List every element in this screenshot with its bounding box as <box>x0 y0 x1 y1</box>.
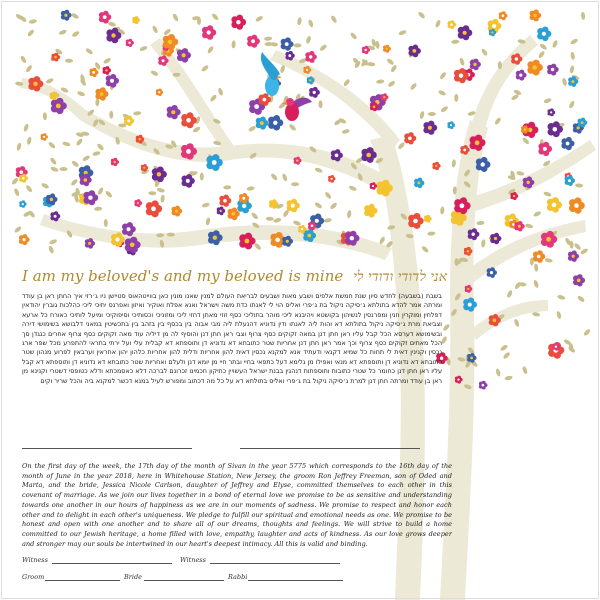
leaf-shape <box>438 89 447 96</box>
flower-icon <box>152 167 167 183</box>
leaf-shape <box>397 142 405 151</box>
headline-hebrew: אני לדודי ודודי לי <box>353 269 447 285</box>
leaf-shape <box>25 64 33 73</box>
flower-icon <box>202 25 216 39</box>
leaf-shape <box>318 100 322 108</box>
leaf-shape <box>58 29 67 36</box>
leaf-shape <box>211 13 219 22</box>
flower-icon <box>172 206 183 217</box>
flower-icon <box>432 162 440 171</box>
leaf-shape <box>82 155 91 163</box>
flower-icon <box>448 20 457 29</box>
leaf-shape <box>246 186 255 191</box>
leaf-shape <box>160 195 165 203</box>
leaf-shape <box>205 217 211 226</box>
flower-icon <box>19 174 28 183</box>
leaf-shape <box>108 21 117 27</box>
leaf-shape <box>209 94 217 103</box>
flower-icon <box>177 48 191 62</box>
flower-icon <box>132 16 140 24</box>
flower-icon <box>538 142 552 156</box>
leaf-shape <box>504 375 513 381</box>
leaf-shape <box>201 202 210 208</box>
rabbi-line <box>248 580 343 581</box>
leaf-shape <box>544 258 553 264</box>
bride-line <box>144 580 224 581</box>
hebrew-signature-line-left <box>22 448 192 449</box>
leaf-shape <box>533 210 542 217</box>
leaf-shape <box>556 311 562 320</box>
leaf-shape <box>533 280 539 289</box>
leaf-shape <box>557 294 566 300</box>
leaf-shape <box>23 123 30 132</box>
flower-icon <box>103 66 112 75</box>
leaf-shape <box>48 141 57 149</box>
leaf-shape <box>386 58 395 66</box>
flower-icon <box>547 64 559 76</box>
flower-icon <box>231 15 246 30</box>
leaf-shape <box>552 40 559 49</box>
leaf-shape <box>273 217 282 223</box>
leaf-shape <box>323 218 332 224</box>
flower-icon <box>146 200 162 217</box>
leaf-shape <box>451 39 459 44</box>
flower-icon <box>514 221 524 232</box>
leaf-shape <box>417 11 426 19</box>
leaf-shape <box>324 191 332 200</box>
flower-icon <box>305 51 317 63</box>
leaf-shape <box>71 160 80 168</box>
leaf-shape <box>255 15 264 22</box>
leaf-shape <box>387 80 396 88</box>
flower-icon <box>89 68 98 77</box>
leaf-shape <box>439 71 447 80</box>
flower-icon <box>476 157 491 172</box>
leaf-shape <box>434 19 441 28</box>
leaf-shape <box>398 29 407 36</box>
witness-1-line <box>52 563 172 564</box>
leaf-shape <box>455 258 459 266</box>
leaf-shape <box>41 182 50 189</box>
leaf-shape <box>97 187 104 196</box>
english-text-block: On the first day of the week, the 17th day of the month of Sivan in the year 5775 which corresponds to the 16th day of the month of June in the year 2018, here in Whitehouse Station, New Jersey, the groom Ron Jeffrey Freeman, son of Oded and Marta, and the bride, Jessica Nicole Carlson, daughter of Jeffrey and Elyse, committed themselves to each other in this covenant of marriage. As we join our lives together in a bond of eternal love we promise to be as sensitive and understanding towards one another in our hours of happiness as we are in our moments of sadness. We promise to respect and honor each other and to delight in each other's uniqueness. We pledge to fulfill our spiritual and emotional needs as one. We promise to be honest and open with one another and to share all of our dreams, thoughts and feelings. We will strive to build a home committed to our Jewish heritage, a home filled with love, empathy, laughter and acts of kindness. As our love grows deeper and stronger may our souls be intertwined in our heart's deepest intimacy. All this is valid and binding. <box>22 462 452 548</box>
leaf-shape <box>498 61 502 69</box>
witness-1-label: Witness <box>22 556 48 564</box>
leaf-shape <box>49 157 57 166</box>
leaf-shape <box>348 185 357 192</box>
flower-icon <box>181 112 197 128</box>
leaf-shape <box>343 78 351 87</box>
leaf-shape <box>20 55 28 64</box>
flower-icon <box>328 175 335 183</box>
flower-icon <box>569 197 585 213</box>
leaf-shape <box>481 48 489 57</box>
leaf-shape <box>92 151 101 157</box>
leaf-shape <box>516 171 525 177</box>
flower-icon <box>458 25 473 40</box>
leaf-shape <box>14 225 23 233</box>
leaf-shape <box>231 40 236 48</box>
leaf-shape <box>568 100 575 109</box>
flower-icon <box>84 190 99 205</box>
flower-icon <box>19 200 26 207</box>
leaf-shape <box>223 185 231 189</box>
leaf-shape <box>329 202 338 210</box>
groom-label: Groom <box>22 573 45 581</box>
flower-icon <box>479 381 488 390</box>
leaf-shape <box>139 45 148 52</box>
leaf-shape <box>347 210 352 219</box>
leaf-shape <box>506 290 513 299</box>
leaf-shape <box>502 351 511 359</box>
leaf-shape <box>266 217 274 221</box>
flower-icon <box>487 267 497 278</box>
leaf-shape <box>29 19 38 24</box>
leaf-shape <box>11 177 19 186</box>
leaf-shape <box>442 323 450 332</box>
leaf-shape <box>543 191 552 197</box>
leaf-shape <box>105 190 113 198</box>
flower-icon <box>527 60 543 76</box>
leaf-shape <box>580 248 589 256</box>
flower-icon <box>219 195 231 207</box>
leaf-shape <box>207 45 215 54</box>
leaf-shape <box>60 167 68 171</box>
flower-icon <box>99 11 112 24</box>
leaf-shape <box>537 50 545 59</box>
leaf-shape <box>314 167 323 174</box>
flower-icon <box>424 215 432 223</box>
leaf-shape <box>543 97 552 104</box>
leaf-shape <box>409 82 417 91</box>
leaf-shape <box>75 138 83 147</box>
leaf-shape <box>95 98 99 106</box>
leaf-shape <box>27 29 35 38</box>
leaf-shape <box>341 129 350 135</box>
groom-line <box>45 580 120 581</box>
flower-icon <box>463 298 477 312</box>
witness-2-label: Witness <box>180 556 206 564</box>
leaf-shape <box>390 64 398 73</box>
flower-icon <box>364 204 377 218</box>
leaf-shape <box>103 57 112 65</box>
flower-icon <box>499 11 508 20</box>
flower-icon <box>182 174 195 188</box>
leaf-shape <box>375 41 380 50</box>
leaf-shape <box>476 221 484 226</box>
flower-icon <box>61 10 72 21</box>
flower-icon <box>537 27 551 42</box>
leaf-shape <box>270 173 278 182</box>
flower-icon <box>95 87 108 100</box>
leaf-shape <box>421 245 430 253</box>
leaf-shape <box>562 78 568 87</box>
flower-icon <box>423 121 437 135</box>
flower-icon <box>163 34 179 50</box>
flower-icon <box>281 37 294 50</box>
leaf-shape <box>454 94 458 102</box>
leaf-shape <box>62 141 71 147</box>
hebrew-signature-line-right <box>240 448 420 449</box>
flower-icon <box>383 45 391 53</box>
leaf-shape <box>583 328 591 336</box>
leaf-shape <box>569 65 575 74</box>
leaf-shape <box>45 77 54 84</box>
leaf-shape <box>50 166 59 173</box>
flower-icon <box>111 158 119 166</box>
hebrew-text-block: בשבת (בשבעה) לחדש סיון שנת חמשת אלפים ושבע מאות ושבעים לבריאת העולם למנין שאנו מונין כאן בווייטהאוס סטיישן ניו ג׳רזי איך החתן ראן בן עודד ומרתה אמר להדא בתולתא ג׳סיקה ניקול בת ג׳פרי ואליס הוי לי לאנתו כדת משה וישראל ואנא אפלח ואוקיר ואיזון ואפרנס יתיכי ליכי כהלכות גוברין יהודאין דפלחין ומוקרין וזנין ומפרנסין לנשיהון בקושטא ויהיבנא ליכי מוהר בתוליכי כסף זוזי מאתן דחזי ליכי ומזוניכי וכסותיכי וסיפוקיכי ומיעל לותיכי כאורח כל ארעא וצביאת מרת ג׳סיקה ניקול בתולתא דא והות ליה לאנתו ודין נדוניא דהנעלת ליה מבי אבוה בין בכסף בין בזהב בין בתכשיטין במאני דלבושא בשימושי דירה ובשימושא דערסא הכל קבל עליו ראן חתן דנן במאה זקוקים כסף צרוף וצבי ראן חתן דנן והוסיף לה מן דיליה עוד מאה זקוקים כסף צרוף אחרים כנגדן סך הכל מאתים זקוקים כסף צרוף וכך אמר ראן חתן דנן אחריות שטר כתובתא דא נדוניא דן ותוספתא דא קבלית עלי ועל ירתי בתראי להתפרע מכל שפר ארג נכסין וקנינין דאית לי תחות כל שמיא דקנאי ודעתיד אנא למקנא נכסין דאית להון אחריות ודלית להון אחריות כלהון יהון אחראין וערבאין לפרוע מנהון שטר כתובתא דא נדוניא דן ותוספתא דא מנאי ואפילו מן גלימא דעל כתפאי בחיי ובתר חיי מן יומא דנן ולעלם ואחריות שטר כתובתא דא נדוניא דן ותוספתא דא קבל עליו ראן חתן דנן כחומר כל שטרי כתובות ותוספתות דנהגין בבנת ישראל העשויין כתיקון חכמינו זכרונם לברכה דלא כאסמכתא ודלא כטופסי דשטרי וקנינא מן ראן בן עודד ומרתה חתן דנן למרת ג׳סיקה ניקול בת ג׳פרי ואליס בתולתא דא על כל מה דכתוב ומפורש לעיל במנא דכשר למקנא ביה והכל שריר וקים <box>22 292 442 385</box>
leaf-shape <box>49 238 58 245</box>
flower-icon <box>573 274 585 286</box>
leaf-shape <box>573 242 581 250</box>
leaf-shape <box>293 220 302 227</box>
leaf-shape <box>451 159 456 167</box>
leaf-shape <box>459 57 466 66</box>
leaf-shape <box>253 242 261 251</box>
flower-icon <box>561 137 574 150</box>
leaf-shape <box>200 172 204 180</box>
leaf-shape <box>570 38 579 46</box>
leaf-shape <box>308 19 314 28</box>
leaf-shape <box>71 30 80 38</box>
leaf-shape <box>152 25 159 34</box>
leaf-shape <box>248 125 257 133</box>
leaf-shape <box>481 239 486 247</box>
leaf-shape <box>440 105 449 113</box>
leaf-shape <box>522 366 529 375</box>
leaf-shape <box>192 126 201 134</box>
leaf-shape <box>65 59 73 63</box>
leaf-shape <box>217 87 223 96</box>
flower-icon <box>467 353 477 363</box>
flower-icon <box>404 132 416 144</box>
leaf-shape <box>197 17 201 25</box>
flower-icon <box>530 9 542 21</box>
leaf-shape <box>500 344 509 352</box>
flower-icon <box>268 115 283 131</box>
flower-icon <box>126 39 134 47</box>
leaf-shape <box>581 12 586 20</box>
flower-icon <box>124 116 134 127</box>
leaf-shape <box>577 295 586 303</box>
leaf-shape <box>349 32 357 41</box>
flower-icon <box>408 213 424 229</box>
leaf-shape <box>534 263 539 271</box>
flower-icon <box>167 105 181 119</box>
flower-icon <box>309 87 320 98</box>
flower-icon <box>470 59 481 71</box>
flower-icon <box>46 193 58 205</box>
leaf-shape <box>109 111 113 119</box>
leaf-shape <box>150 70 159 77</box>
leaf-shape <box>70 178 79 186</box>
leaf-shape <box>16 142 22 151</box>
leaf-shape <box>440 206 445 214</box>
bride-label: Bride <box>124 573 142 581</box>
leaf-shape <box>13 188 20 197</box>
leaf-shape <box>148 191 156 195</box>
leaf-shape <box>419 111 425 120</box>
leaf-shape <box>570 52 575 61</box>
leaf-shape <box>330 15 338 24</box>
flower-icon <box>52 53 61 62</box>
leaf-shape <box>513 318 520 327</box>
flower-icon <box>156 89 163 97</box>
leaf-shape <box>264 36 272 41</box>
rabbi-label: Rabbi <box>228 573 248 581</box>
flower-icon <box>490 233 501 245</box>
flower-icon <box>287 199 300 213</box>
leaf-shape <box>85 47 94 55</box>
leaf-shape <box>281 173 288 182</box>
leaf-shape <box>71 12 80 20</box>
flower-icon <box>41 133 48 141</box>
leaf-shape <box>376 79 384 84</box>
flower-icon <box>134 199 142 207</box>
leaf-shape <box>314 201 323 209</box>
flower-icon <box>533 250 545 263</box>
leaf-shape <box>26 136 32 145</box>
leaf-shape <box>297 17 302 26</box>
flower-icon <box>565 175 575 186</box>
flower-icon <box>217 207 226 216</box>
leaf-shape <box>428 112 436 116</box>
leaf-shape <box>291 182 299 186</box>
leaf-shape <box>495 368 501 377</box>
leaf-shape <box>250 212 258 220</box>
leaf-shape <box>427 231 435 236</box>
leaf-shape <box>25 184 33 193</box>
leaf-shape <box>172 13 179 22</box>
flower-icon <box>19 234 30 245</box>
leaf-shape <box>294 43 302 47</box>
leaf-shape <box>201 64 210 72</box>
leaf-shape <box>575 183 583 188</box>
leaf-shape <box>94 206 102 211</box>
leaf-shape <box>104 219 108 227</box>
headline <box>22 267 452 286</box>
flower-icon <box>447 121 455 129</box>
flower-icon <box>547 197 562 213</box>
flower-icon <box>247 35 260 48</box>
flower-icon <box>381 93 389 101</box>
leaf-shape <box>77 90 86 97</box>
witness-2-line <box>210 563 340 564</box>
leaf-shape <box>305 35 311 44</box>
leaf-shape <box>539 43 548 51</box>
leaf-shape <box>43 112 47 120</box>
flower-icon <box>256 117 269 130</box>
headline-english: I am my beloved's and my beloved is mine <box>22 267 344 285</box>
flower-icon <box>548 108 556 116</box>
flower-icon <box>578 118 588 128</box>
flower-icon <box>414 178 424 189</box>
leaf-shape <box>48 245 55 254</box>
leaf-shape <box>525 223 534 229</box>
leaf-shape <box>133 111 141 116</box>
leaf-shape <box>319 44 328 52</box>
leaf-shape <box>522 137 530 145</box>
flower-icon <box>568 250 579 262</box>
flower-icon <box>516 70 527 81</box>
flower-icon <box>468 228 480 240</box>
flower-icon <box>408 45 421 58</box>
flower-icon <box>106 74 119 88</box>
leaf-shape <box>494 117 502 126</box>
leaf-shape <box>156 187 165 193</box>
leaf-shape <box>288 123 297 131</box>
leaf-shape <box>96 143 104 151</box>
